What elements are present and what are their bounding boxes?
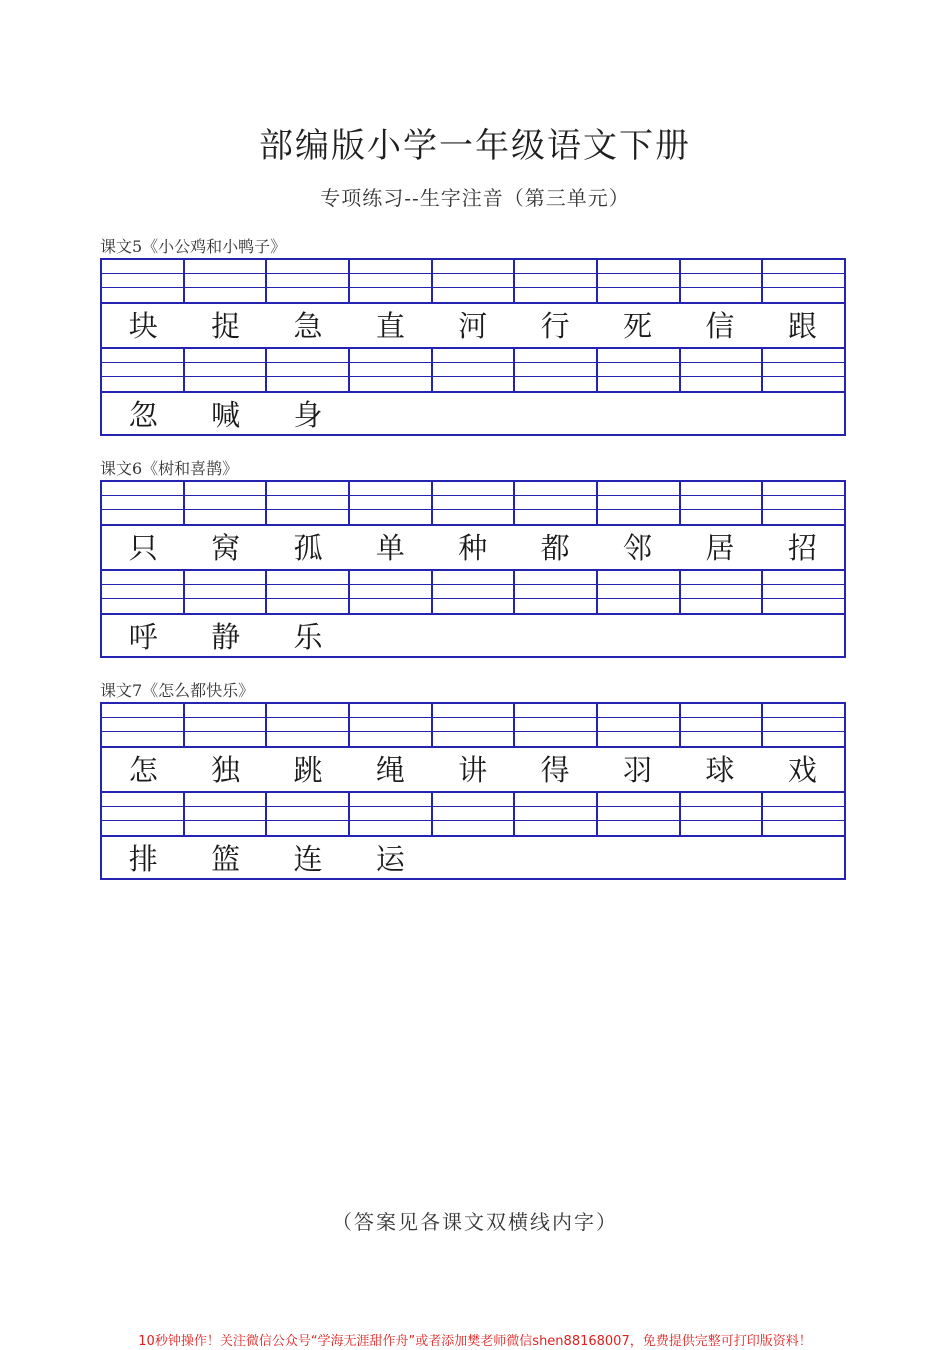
- pinyin-cell[interactable]: [433, 704, 516, 746]
- pinyin-row: [102, 704, 844, 748]
- pinyin-cell[interactable]: [267, 482, 350, 524]
- pinyin-cell[interactable]: [185, 260, 268, 302]
- pinyin-cell[interactable]: [515, 571, 598, 613]
- pinyin-cell[interactable]: [433, 571, 516, 613]
- hanzi-character: 绳: [375, 753, 405, 787]
- pinyin-cell[interactable]: [185, 704, 268, 746]
- pinyin-cell[interactable]: [515, 260, 598, 302]
- pinyin-cell[interactable]: [763, 260, 844, 302]
- hanzi-character: 呼: [128, 620, 158, 654]
- character-row: [102, 393, 844, 438]
- pinyin-cell[interactable]: [350, 704, 433, 746]
- hanzi-character: 连: [293, 842, 323, 876]
- hanzi-character: 运: [375, 842, 405, 876]
- pinyin-cell[interactable]: [515, 793, 598, 835]
- hanzi-character: 死: [623, 309, 653, 343]
- pinyin-cell[interactable]: [267, 793, 350, 835]
- pinyin-cell[interactable]: [763, 571, 844, 613]
- practice-grid: [100, 480, 846, 658]
- hanzi-character: 忽: [128, 398, 158, 432]
- hanzi-character: 只: [128, 531, 158, 565]
- pinyin-cell[interactable]: [515, 349, 598, 391]
- hanzi-character: 跟: [787, 309, 817, 343]
- hanzi-character: 行: [540, 309, 570, 343]
- pinyin-row: [102, 482, 844, 526]
- pinyin-cell[interactable]: [598, 260, 681, 302]
- page-title: 部编版小学一年级语文下册: [259, 126, 691, 166]
- character-row: [102, 615, 844, 660]
- pinyin-cell[interactable]: [681, 793, 764, 835]
- hanzi-character: 喊: [211, 398, 241, 432]
- pinyin-cell[interactable]: [433, 482, 516, 524]
- hanzi-character: 独: [211, 753, 241, 787]
- pinyin-row: [102, 349, 844, 393]
- pinyin-cell[interactable]: [102, 260, 185, 302]
- pinyin-cell[interactable]: [102, 704, 185, 746]
- pinyin-cell[interactable]: [267, 571, 350, 613]
- pinyin-cell[interactable]: [350, 482, 433, 524]
- pinyin-cell[interactable]: [185, 349, 268, 391]
- pinyin-cell[interactable]: [350, 349, 433, 391]
- pinyin-row: [102, 571, 844, 615]
- hanzi-character: 信: [705, 309, 735, 343]
- practice-grid: [100, 702, 846, 880]
- hanzi-character: 得: [540, 753, 570, 787]
- hanzi-character: 跳: [293, 753, 323, 787]
- pinyin-cell[interactable]: [102, 349, 185, 391]
- character-row: [102, 837, 844, 882]
- page-subtitle: 专项练习--生字注音（第三单元）: [320, 186, 630, 210]
- hanzi-character: 急: [293, 309, 323, 343]
- hanzi-character: 静: [211, 620, 241, 654]
- pinyin-cell[interactable]: [185, 793, 268, 835]
- pinyin-cell[interactable]: [598, 571, 681, 613]
- hanzi-character: 都: [540, 531, 570, 565]
- hanzi-character: 戏: [787, 753, 817, 787]
- pinyin-cell[interactable]: [763, 349, 844, 391]
- pinyin-cell[interactable]: [433, 260, 516, 302]
- character-row: [102, 526, 844, 571]
- hanzi-character: 居: [705, 531, 735, 565]
- hanzi-character: 身: [293, 398, 323, 432]
- pinyin-cell[interactable]: [681, 482, 764, 524]
- pinyin-cell[interactable]: [515, 704, 598, 746]
- pinyin-cell[interactable]: [185, 482, 268, 524]
- pinyin-cell[interactable]: [763, 793, 844, 835]
- pinyin-cell[interactable]: [102, 482, 185, 524]
- hanzi-character: 怎: [128, 753, 158, 787]
- character-row: [102, 304, 844, 349]
- hanzi-character: 讲: [458, 753, 488, 787]
- hanzi-character: 球: [705, 753, 735, 787]
- pinyin-row: [102, 260, 844, 304]
- pinyin-cell[interactable]: [763, 704, 844, 746]
- pinyin-row: [102, 793, 844, 837]
- hanzi-character: 羽: [623, 753, 653, 787]
- pinyin-cell[interactable]: [681, 349, 764, 391]
- hanzi-character: 河: [458, 309, 488, 343]
- hanzi-character: 篮: [211, 842, 241, 876]
- pinyin-cell[interactable]: [185, 571, 268, 613]
- footer-note: （答案见各课文双横线内字）: [332, 1210, 618, 1234]
- pinyin-cell[interactable]: [598, 349, 681, 391]
- pinyin-cell[interactable]: [350, 793, 433, 835]
- character-row: [102, 748, 844, 793]
- promo-banner: 10秒钟操作！关注微信公众号“学海无涯甜作舟”或者添加樊老师微信shen88168007，免费提供完整可打印版资料！: [138, 1334, 812, 1349]
- hanzi-character: 直: [375, 309, 405, 343]
- pinyin-cell[interactable]: [350, 260, 433, 302]
- lesson-label: 课文5《小公鸡和小鸭子》: [100, 237, 287, 256]
- pinyin-cell[interactable]: [433, 793, 516, 835]
- hanzi-character: 种: [458, 531, 488, 565]
- hanzi-character: 捉: [211, 309, 241, 343]
- pinyin-cell[interactable]: [681, 571, 764, 613]
- pinyin-cell[interactable]: [598, 482, 681, 524]
- pinyin-cell[interactable]: [681, 260, 764, 302]
- hanzi-character: 招: [787, 531, 817, 565]
- hanzi-character: 孤: [293, 531, 323, 565]
- pinyin-cell[interactable]: [433, 349, 516, 391]
- pinyin-cell[interactable]: [267, 349, 350, 391]
- pinyin-cell[interactable]: [267, 260, 350, 302]
- hanzi-character: 邻: [623, 531, 653, 565]
- hanzi-character: 块: [128, 309, 158, 343]
- lesson-label: 课文7《怎么都快乐》: [100, 681, 255, 700]
- lesson-label: 课文6《树和喜鹊》: [100, 459, 239, 478]
- hanzi-character: 排: [128, 842, 158, 876]
- pinyin-cell[interactable]: [102, 793, 185, 835]
- hanzi-character: 乐: [293, 620, 323, 654]
- pinyin-cell[interactable]: [681, 704, 764, 746]
- pinyin-cell[interactable]: [350, 571, 433, 613]
- hanzi-character: 窝: [211, 531, 241, 565]
- pinyin-cell[interactable]: [102, 571, 185, 613]
- practice-grid: [100, 258, 846, 436]
- pinyin-cell[interactable]: [598, 793, 681, 835]
- pinyin-cell[interactable]: [763, 482, 844, 524]
- hanzi-character: 单: [375, 531, 405, 565]
- pinyin-cell[interactable]: [267, 704, 350, 746]
- pinyin-cell[interactable]: [598, 704, 681, 746]
- pinyin-cell[interactable]: [515, 482, 598, 524]
